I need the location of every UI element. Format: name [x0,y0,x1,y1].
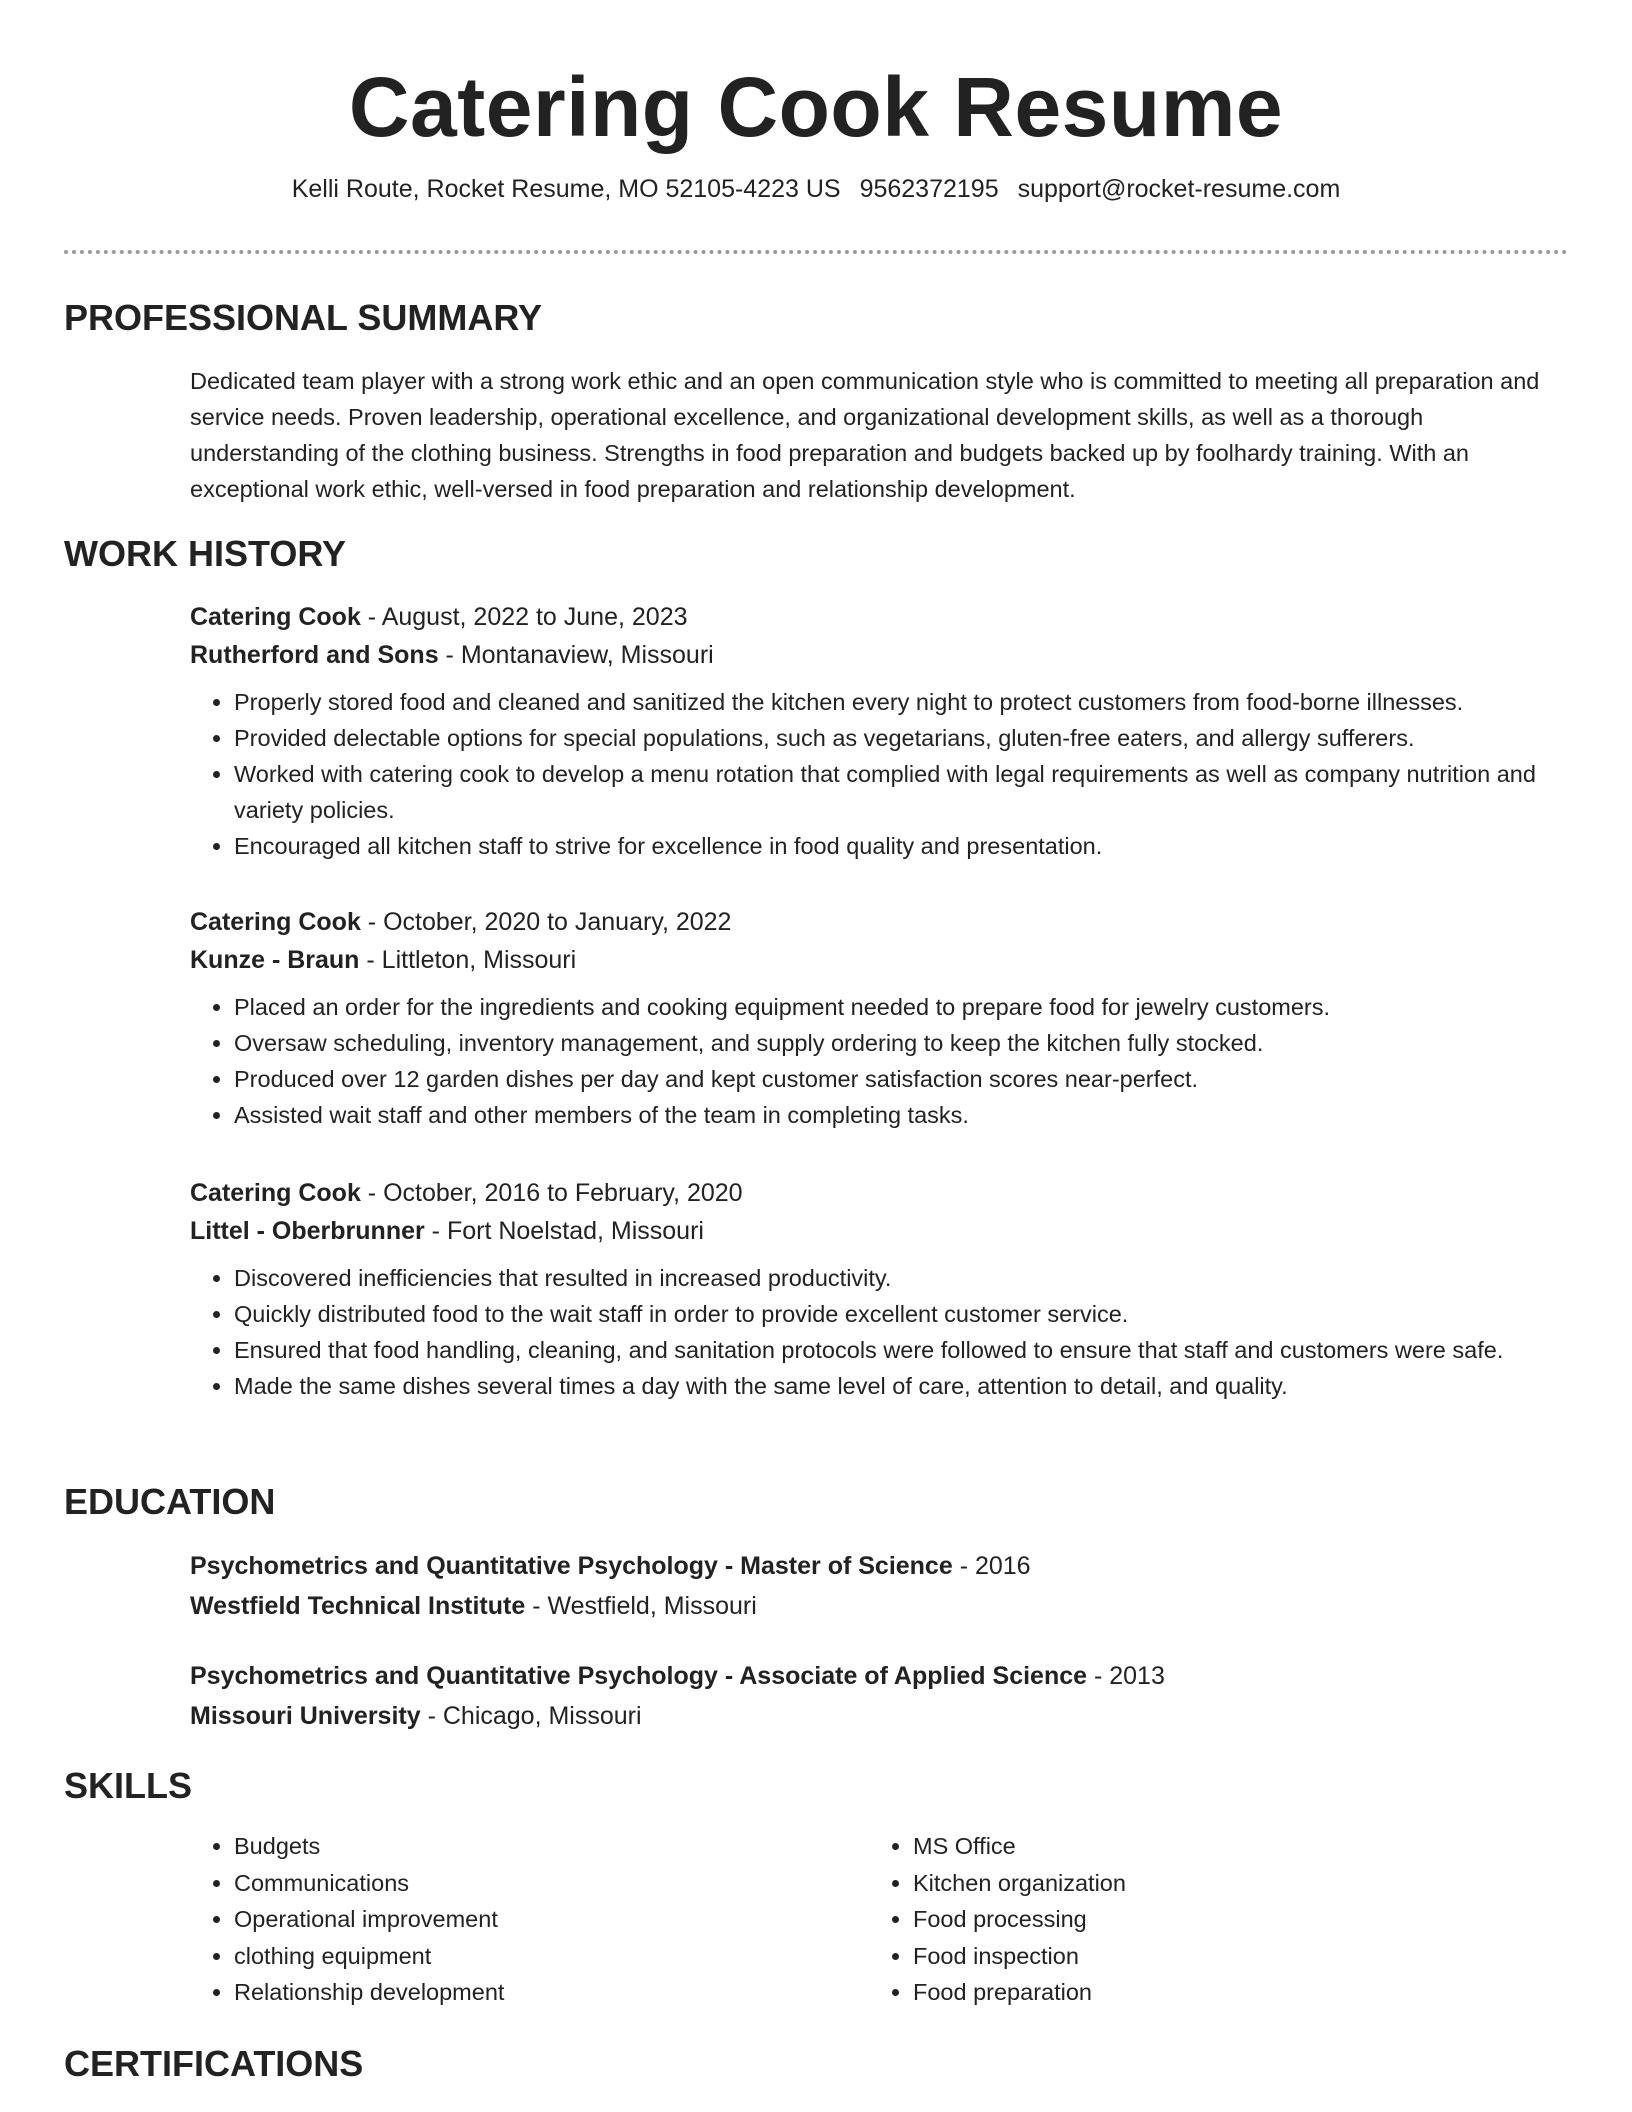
education-school: Westfield Technical Institute [190,1592,526,1620]
education-degree-line [190,1657,1568,1695]
section-title-skills: SKILLS [64,1765,193,1806]
education-year: - 2013 [1087,1662,1165,1690]
job-dates: - August, 2022 to June, 2023 [360,603,688,631]
skill-item: • Food preparation [913,1974,1126,2011]
job-bullet: • Quickly distributed food to the wait staff in order to provide excellent customer service. [234,1296,1568,1332]
education-entry [190,1657,1568,1735]
section-title-education: EDUCATION [64,1481,276,1522]
job-company: Kunze - Braun [190,946,360,974]
job-title: Catering Cook [190,603,361,631]
job-bullet: • Properly stored food and cleaned and sanitized the kitchen every night to protect customers from food-borne illnesses. [234,684,1568,720]
job-location: - Fort Noelstad, Missouri [424,1217,704,1245]
job-bullet: • Discovered inefficiencies that resulted in increased productivity. [234,1260,1568,1296]
job-title-line [190,598,1568,636]
education-school-line [190,1587,1568,1625]
job-bullet: • Ensured that food handling, cleaning, and sanitation protocols were followed to ensure that staff and customers were safe. [234,1332,1568,1368]
job-location: - Montanaview, Missouri [438,641,714,669]
header-divider [64,250,1568,254]
job-bullet: • Placed an order for the ingredients and cooking equipment needed to prepare food for jewelry customers. [234,989,1568,1025]
skill-item: • Budgets [234,1828,504,1865]
job-title-line [190,1174,1568,1212]
skills-column-left [190,1828,504,2011]
job-company-line [190,1212,1568,1250]
contact-phone: 9562372195 [859,175,999,203]
job-bullet: • Worked with catering cook to develop a menu rotation that complied with legal requirements as well as company nutrition and variety policies. [234,756,1568,828]
skill-item: • Kitchen organization [913,1865,1126,1902]
skill-item: • Communications [234,1865,504,1902]
job-location: - Littleton, Missouri [359,946,577,974]
job-dates: - October, 2016 to February, 2020 [360,1179,743,1207]
job-entry [190,903,1568,1133]
job-bullet: • Produced over 12 garden dishes per day and kept customer satisfaction scores near-perfect. [234,1061,1568,1097]
skills-column-right [869,1828,1126,2011]
contact-address: Kelli Route, Rocket Resume, MO 52105-4223 US [291,175,841,203]
skill-item: • Operational improvement [234,1901,504,1938]
education-entry [190,1547,1568,1625]
job-bullets [190,989,1568,1133]
job-title: Catering Cook [190,908,361,936]
job-bullet: • Provided delectable options for special populations, such as vegetarians, gluten-free eaters, and allergy sufferers. [234,720,1568,756]
job-bullets [190,684,1568,864]
job-title: Catering Cook [190,1179,361,1207]
job-entry [190,1174,1568,1404]
job-title-line [190,903,1568,941]
education-school-line [190,1697,1568,1735]
skill-item: • Food inspection [913,1938,1126,1975]
job-company: Rutherford and Sons [190,641,439,669]
education-degree: Psychometrics and Quantitative Psychology - Master of Science [190,1552,953,1580]
skill-item: • clothing equipment [234,1938,504,1975]
resume-title: Catering Cook Resume [348,60,1284,154]
job-dates: - October, 2020 to January, 2022 [360,908,732,936]
job-bullets [190,1260,1568,1404]
section-title-work-history: WORK HISTORY [64,533,347,574]
education-location: - Westfield, Missouri [525,1592,757,1620]
job-bullet: • Assisted wait staff and other members of the team in completing tasks. [234,1097,1568,1133]
contact-email: support@rocket-resume.com [1017,175,1341,203]
job-bullet: • Encouraged all kitchen staff to strive for excellence in food quality and presentation. [234,828,1568,864]
summary-text: Dedicated team player with a strong work ethic and an open communication style who is committed to meeting all preparation and service needs. Proven leadership, operational excellence, and organizational development skills, as well as a thorough understanding of the clothing business. Strengths in food preparation and budgets backed up by foolhardy training. With an exceptional work ethic, well-versed in food preparation and relationship development. [190,368,1540,502]
skill-item: • Relationship development [234,1974,504,2011]
section-title-certifications: CERTIFICATIONS [64,2043,364,2084]
education-location: - Chicago, Missouri [420,1702,642,1730]
job-bullet: • Oversaw scheduling, inventory management, and supply ordering to keep the kitchen fully stocked. [234,1025,1568,1061]
section-title-summary: PROFESSIONAL SUMMARY [64,297,543,338]
job-company-line [190,636,1568,674]
education-school: Missouri University [190,1702,421,1730]
job-bullet: • Made the same dishes several times a day with the same level of care, attention to detail, and quality. [234,1368,1568,1404]
education-degree-line [190,1547,1568,1585]
job-entry [190,598,1568,864]
skill-item: • Food processing [913,1901,1126,1938]
education-year: - 2016 [952,1552,1031,1580]
contact-line [0,172,1632,206]
skill-item: • MS Office [913,1828,1126,1865]
education-degree: Psychometrics and Quantitative Psychology - Associate of Applied Science [190,1662,1088,1690]
job-company-line [190,941,1568,979]
job-company: Littel - Oberbrunner [190,1217,425,1245]
